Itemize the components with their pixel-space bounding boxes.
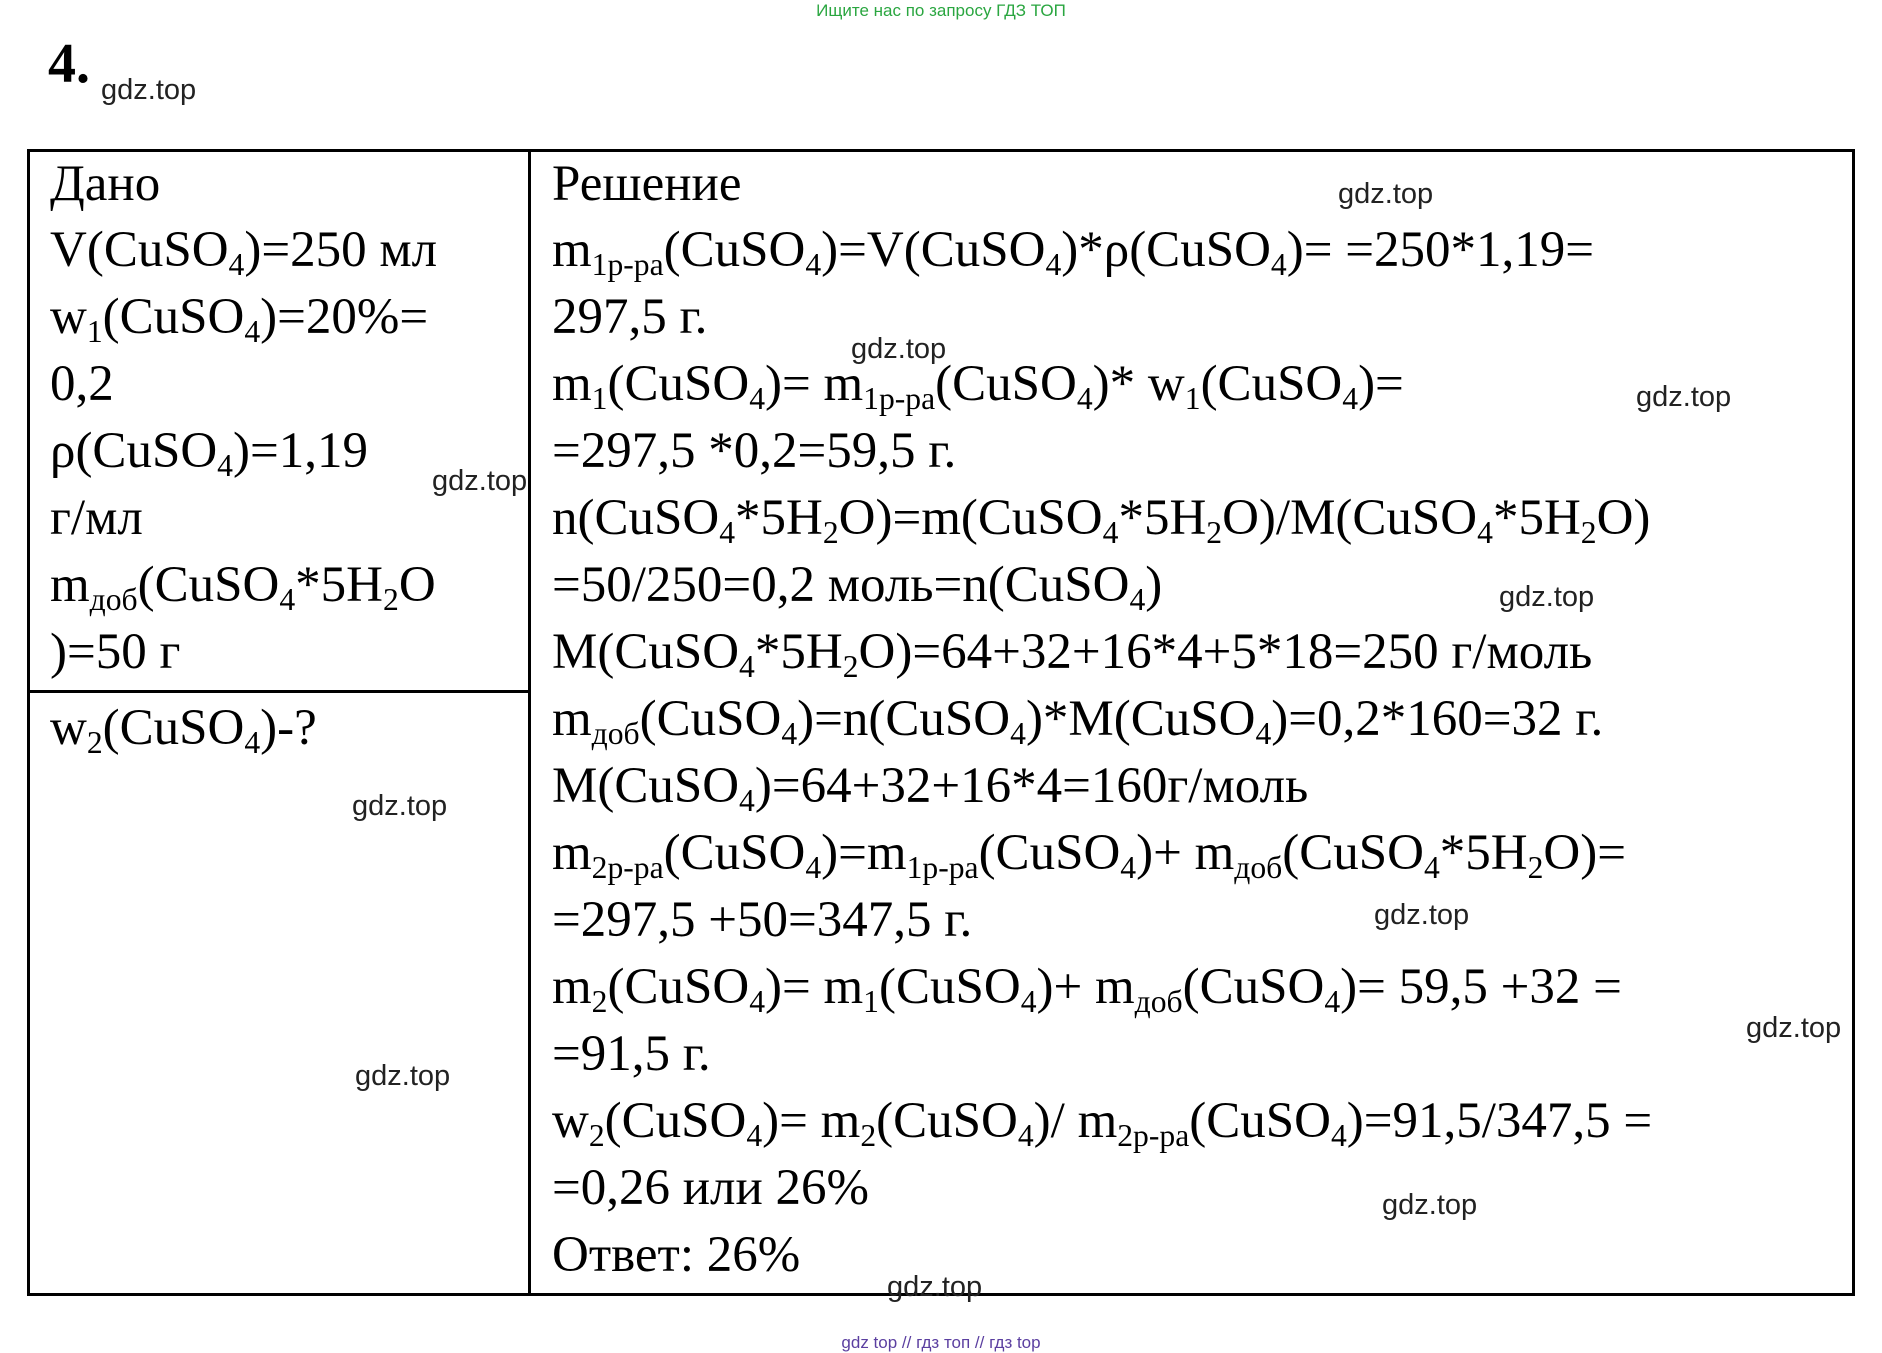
solution-line: $w_2(CuSO_4)=$ $m_2(CuSO_4)/$ $m_{2р-ра}(CuSO_4)=91,5/347,5$ = xyxy=(552,1093,1653,1153)
watermark: gdz.top xyxy=(355,1060,451,1092)
solution-line: =0,26 или 26% xyxy=(552,1160,870,1216)
watermark: gdz.top xyxy=(1499,581,1595,613)
given-added-mass: $m_{доб}(CuSO_4*5H_2O$ xyxy=(50,557,436,617)
solution-line: $m_{доб}(CuSO_4)=n(CuSO_4)*M(CuSO_4)=0,2*160=32$ г. xyxy=(552,691,1604,751)
watermark: gdz.top xyxy=(887,1271,983,1303)
watermark: gdz.top xyxy=(101,74,197,106)
solution-title: Решение xyxy=(552,156,742,212)
watermark: gdz.top xyxy=(851,333,947,365)
watermark: gdz.top xyxy=(432,465,528,497)
given-find-divider xyxy=(27,690,531,693)
watermark: gdz.top xyxy=(1746,1012,1842,1044)
solution-line: $M(CuSO_4*5H_2O)=64+32+16*4+5*18=250$ г/моль xyxy=(552,624,1593,684)
table-column-divider xyxy=(528,149,531,1296)
given-density: ρ(CuSO$_4$)=1,19 xyxy=(50,423,368,483)
watermark: gdz.top xyxy=(352,790,448,822)
solution-line: =297,5 +50=347,5 г. xyxy=(552,892,973,948)
solution-line: =91,5 г. xyxy=(552,1026,711,1082)
given-density-unit: г/мл xyxy=(50,490,143,546)
solution-line: $n(CuSO_4*5H_2O)=m(CuSO_4*5H_2O)/M(CuSO_4*5H_2O)$ xyxy=(552,490,1651,550)
watermark: gdz.top xyxy=(1338,178,1434,210)
watermark: gdz.top xyxy=(1374,899,1470,931)
solution-line: $m_1(CuSO_4)=$ $m_{1р-ра}(CuSO_4)*$ $w_1(CuSO_4)=$ xyxy=(552,356,1404,416)
footer-links: gdz top // гдз топ // гдз top xyxy=(841,1333,1041,1352)
top-banner: Ищите нас по запросу ГДЗ ТОП xyxy=(816,1,1066,20)
answer-line: Ответ: 26% xyxy=(552,1227,801,1283)
given-volume: V(CuSO$_4$)=250 мл xyxy=(50,222,438,282)
given-w1-decimal: 0,2 xyxy=(50,356,114,412)
solution-line: $m_2(CuSO_4)=$ $m_1(CuSO_4)+$ $m_{доб}(CuSO_4)= 59,5 +32$ = xyxy=(552,959,1622,1019)
solution-line: $m_{1р-ра}(CuSO_4)=V(CuSO_4)*\rho(CuSO_4)= =250*1,19=$ xyxy=(552,222,1594,282)
solution-line: M(CuSO$_4$)=64+32+16*4=160г/моль xyxy=(552,758,1309,818)
solution-line: $m_{2р-ра}(CuSO_4)=m_{1р-ра}(CuSO_4)+$ $m_{доб}(CuSO_4*5H_2O)=$ xyxy=(552,825,1626,885)
given-w1: $w_1(CuSO_4)=20\%=$ xyxy=(50,289,429,349)
given-title: Дано xyxy=(50,156,161,212)
find-label: $w_2(CuSO_4)-$? xyxy=(50,700,317,760)
watermark: gdz.top xyxy=(1382,1189,1478,1221)
problem-number: 4. xyxy=(48,33,90,95)
watermark: gdz.top xyxy=(1636,381,1732,413)
solution-line: =50/250=0,2 моль=n(CuSO$_4$) xyxy=(552,557,1163,617)
given-added-mass-value: )=50 г xyxy=(50,624,181,680)
solution-line: 297,5 г. xyxy=(552,289,708,345)
solution-line: =297,5 *0,2=59,5 г. xyxy=(552,423,957,479)
